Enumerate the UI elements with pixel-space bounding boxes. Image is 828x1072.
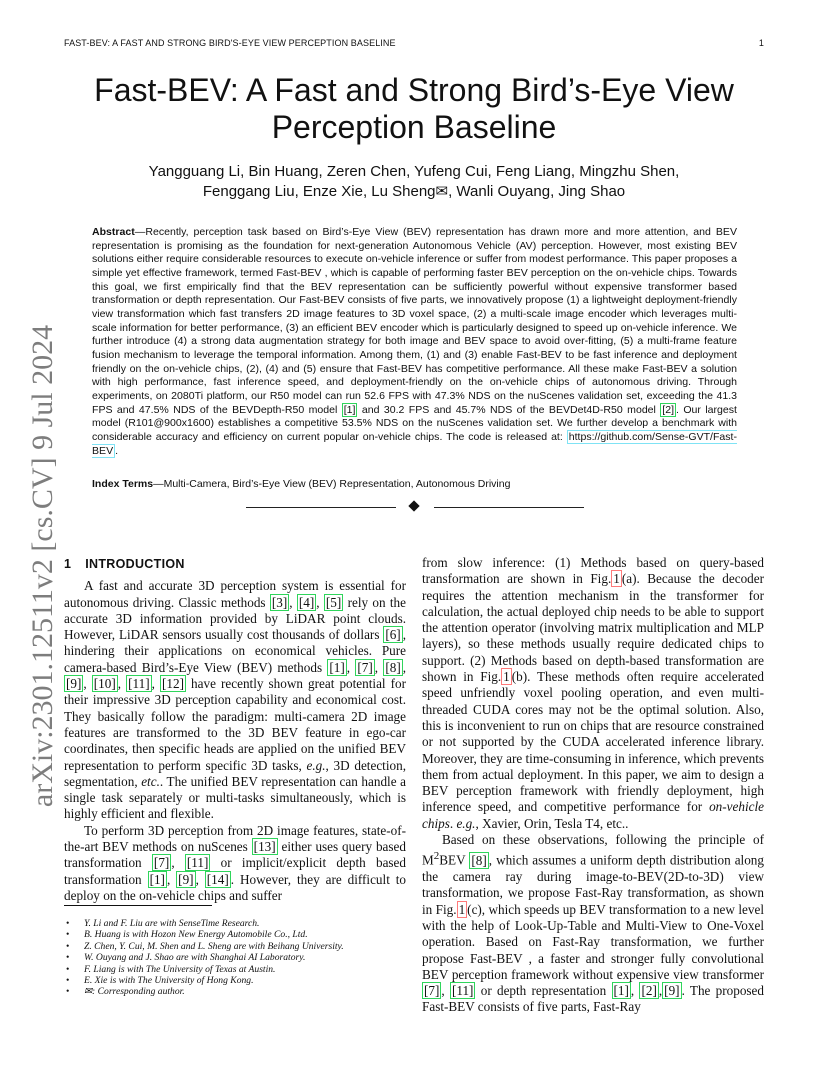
section-heading [64, 556, 406, 572]
citation-link[interactable]: [2] [662, 403, 675, 416]
citation-link[interactable]: [1] [613, 983, 629, 999]
figure-ref-link[interactable]: 1 [613, 571, 620, 587]
paragraph-text: from slow inference: (1) Methods based on query-based transformation are shown in Fig. [422, 555, 764, 587]
paragraph-italic: e.g. [456, 815, 476, 831]
citation-link[interactable]: [3] [271, 594, 288, 610]
section-number: 1 [64, 557, 72, 571]
paragraph-text: . The unified BEV representation can handle a single task separately or multi-tasks simultaneously, which is highly efficient and flexible. [64, 773, 406, 822]
abstract-text: and 30.2 FPS and 45.7% NDS of the BEVDet4D-R50 model [357, 403, 661, 416]
figure-ref-link[interactable]: 1 [503, 669, 510, 685]
paragraph-text: , [402, 659, 407, 675]
paragraph-text: , [441, 983, 450, 999]
paragraph-text: , [171, 855, 185, 871]
citation-link[interactable]: [7] [357, 659, 373, 675]
paragraph-italic: e.g. [306, 757, 326, 773]
citation-link[interactable]: [1] [343, 403, 356, 416]
citation-link[interactable]: [7] [153, 855, 170, 871]
paragraph-text: have recently shown great potential for their impressive 3D perception capability and economical cost. They basically follow the paradigm: multi-camera 2D image features are transformed to the 3D BEV feature in ego-car coordinates, then specific heads are applied on the unified BEV representation to perform specific 3D tasks, [64, 676, 407, 773]
paragraph-text: , which assumes a uniform depth distribution along the camera ray during image-to-BEV(2D-to-3D) view transformation, we propose Fast-Ray transformation, as shown in Fig. [422, 852, 764, 917]
paragraph-text: , hindering their applications on economical vehicles. Pure camera-based Bird’s-Eye View (BEV) methods [64, 627, 406, 675]
paragraph-text: BEV [439, 852, 470, 868]
divider-line-left [246, 507, 396, 508]
citation-link[interactable]: [11] [451, 983, 474, 999]
citation-link[interactable]: [8] [471, 852, 487, 868]
citation-link[interactable]: [14] [206, 871, 229, 887]
abstract-text: . Our largest model (R101@900x1600) establishes a competitive 53.5% NDS on the nuScenes validation set. We further develop a benchmark with considerable accuracy and efficiency on current popular on-vehicle chips. The code is released at: [92, 403, 737, 443]
paragraph-text: , [117, 676, 127, 692]
figure-ref-link[interactable]: 1 [458, 901, 466, 917]
paragraph-italic: on-vehicle chips [422, 799, 764, 831]
page-number: 1 [758, 38, 764, 48]
paragraph-intro-2 [64, 823, 406, 904]
code-url-link[interactable]: https://github.com/Sense-GVT/Fast-BEV [92, 430, 737, 457]
paragraph-text: . [449, 815, 457, 831]
citation-link[interactable]: [8] [385, 659, 401, 675]
left-column [64, 556, 406, 904]
superscript: 2 [433, 850, 440, 863]
section-divider [246, 500, 584, 514]
paragraph-text: To perform 3D perception from 2D image features, state-of-the-art BEV methods on nuScenes [64, 822, 406, 855]
paragraph-text: , [151, 676, 160, 692]
citation-link[interactable]: [6] [385, 627, 401, 643]
citation-link[interactable]: [5] [325, 594, 342, 610]
abstract-end: . [115, 444, 119, 457]
citation-link[interactable]: [4] [298, 594, 315, 610]
paragraph-intro-3 [422, 555, 764, 832]
citation-link[interactable]: [2] [641, 983, 657, 999]
footnote-item: • E. Xie is with The University of Hong Kong. [64, 975, 406, 986]
paragraph-text: (b). These methods often require accelerated speed unfriendly voxel pooling operation, and even multi-threaded CUDA cores may not be the optimal solution. Also, this is inconvenient to run on chips that are resource constrained or not supported by the CUDA accelerated inference library. Moreover, they are time-consuming in inference, which prevents them from actual deployment. In this paper, we aim to design a BEV perception framework with friendly deployment, high inference speed, and competitive performance for [422, 669, 764, 815]
title-line-2: Perception Baseline [271, 109, 557, 145]
citation-link[interactable]: [7] [424, 983, 440, 999]
arxiv-stamp[interactable]: arXiv:2301.12511v2 [cs.CV] 9 Jul 2024 [26, 324, 59, 808]
paragraph-text: , Xavier, Orin, Tesla T4, etc.. [475, 815, 629, 831]
paragraph-text: Based on these observations, following the principle of M [422, 832, 764, 868]
abstract-label: Abstract [92, 226, 135, 238]
paragraph-text: . However, they are difficult to deploy on the on-vehicle chips and suffer [64, 871, 407, 903]
paragraph-text: rely on the accurate 3D information provided by LiDAR point clouds. However, LiDAR sensors usually cost thousands of dollars [64, 594, 406, 643]
paragraph-text: , [658, 983, 663, 999]
citation-link[interactable]: [11] [128, 676, 150, 692]
index-terms-body: —Multi-Camera, Bird’s-Eye View (BEV) Representation, Autonomous Driving [153, 478, 511, 490]
citation-link[interactable]: [1] [149, 871, 165, 887]
title-line-1: Fast-BEV: A Fast and Strong Bird’s-Eye View [94, 72, 734, 108]
footnote-item: • ✉: Corresponding author. [64, 986, 406, 997]
paragraph-text: , [83, 676, 92, 692]
abstract-body: —Recently, perception task based on Bird’s-Eye View (BEV) representation has drawn more and more attention, and BEV representation is promising as the foundation for next-generation Autonomous Vehicle (AV) perception. However, most existing BEV solutions either require considerable resources to execute on-vehicle inference or suffer from modest performance. This paper proposes a simple yet effective framework, termed Fast-BEV , which is capable of performing faster BEV perception on the on-vehicle chips. Towards this goal, we first empirically find that the BEV representation can be sufficiently powerful without expensive transformer based transformation or depth representation. Our Fast-BEV consists of five parts, we innovatively propose (1) a lightweight deployment-friendly view transformation which fast transfers 2D image features to 3D voxel space, (2) a multi-scale image encoder which leverages multi-scale information for better performance, (3) an efficient BEV encoder which is particularly designed to speed up on-vehicle inference. We further introduce (4) a strong data augmentation strategy for both image and BEV space to avoid over-fitting, (5) a multi-frame feature fusion mechanism to leverage the temporal information. Among them, (1) and (3) enable Fast-BEV to be fast inference and deployment friendly on the on-vehicle chips, (2), (4) and (5) ensure that Fast-BEV has competitive performance. All these make Fast-BEV a solution with high performance, fast inference speed, and deployment-friendly on the on-vehicle chips of autonomous driving. Through experiments, on 2080Ti platform, our R50 model can run 52.6 FPS with 47.3% NDS on the nuScenes validation set, exceeding the 41.3 FPS and 47.5% NDS of the BEVDepth-R50 model [92, 226, 737, 416]
paragraph-text: A fast and accurate 3D perception system is essential for autonomous driving. Classic methods [64, 578, 406, 610]
footnote-item: • B. Huang is with Hozon New Energy Automobile Co., Ltd. [64, 929, 406, 940]
paragraph-text: . The proposed Fast-BEV consists of five parts, Fast-Ray [422, 983, 765, 1015]
citation-link[interactable]: [11] [186, 855, 209, 871]
divider-line-right [434, 507, 584, 508]
paragraph-text: , [289, 594, 297, 610]
running-title: FAST-BEV: A FAST AND STRONG BIRD'S-EYE VIEW PERCEPTION BASELINE [64, 38, 396, 48]
citation-link[interactable]: [9] [178, 871, 194, 887]
paragraph-text: (a). Because the decoder requires the attention mechanism in the transformer for calculation, the actual deployed chip needs to be able to support the attention operator (involving matrix multiplication and MLP layers), so these methods usually require dedicated chips to support. (2) Methods based on depth-based transformation are shown in Fig. [422, 571, 764, 685]
paragraph-text: or depth representation [475, 983, 612, 999]
footnote-item: • Y. Li and F. Liu are with SenseTime Research. [64, 918, 406, 929]
paragraph-text: , [630, 983, 640, 999]
paragraph-intro-4 [422, 832, 764, 1016]
citation-link[interactable]: [9] [664, 983, 680, 999]
paper-title [64, 72, 764, 146]
paragraph-text: , [166, 871, 177, 887]
citation-link[interactable]: [1] [329, 659, 345, 675]
footnotes [64, 918, 406, 998]
citation-link[interactable]: [13] [253, 839, 276, 855]
author-list [64, 162, 764, 202]
citation-link[interactable]: [10] [93, 676, 116, 692]
paragraph-text: , [195, 871, 205, 887]
running-header [64, 38, 764, 48]
paragraph-intro-1 [64, 578, 406, 822]
paragraph-text: , [346, 659, 356, 675]
authors-line-1: Yangguang Li, Bin Huang, Zeren Chen, Yufeng Cui, Feng Liang, Mingzhu Shen, [148, 163, 680, 180]
authors-line-2: Fenggang Liu, Enze Xie, Lu Sheng✉, Wanli Ouyang, Jing Shao [202, 183, 626, 200]
paragraph-text: , 3D detection, segmentation, [64, 757, 406, 789]
index-terms-label: Index Terms [92, 478, 154, 490]
footnote-item: • W. Ouyang and J. Shao are with Shanghai AI Laboratory. [64, 952, 406, 963]
paragraph-text: either uses query based transformation [64, 839, 406, 871]
section-title: INTRODUCTION [85, 557, 185, 571]
right-column [422, 555, 764, 1016]
paragraph-text: (c), which speeds up BEV transformation to a new level with the help of Look-Up-Table and Multi-View to One-Voxel operation. Based on Fast-Ray transformation, we further propose Fast-BEV , a faster and stronger fully convolutional BEV perception framework without expensive view transformer [422, 901, 764, 982]
paragraph-italic: etc. [141, 773, 160, 789]
index-terms [92, 478, 737, 490]
divider-diamond-icon [408, 500, 419, 511]
citation-link[interactable]: [12] [161, 676, 184, 692]
footnote-item: • Z. Chen, Y. Cui, M. Shen and L. Sheng are with Beihang University. [64, 941, 406, 952]
footnote-rule [64, 905, 212, 906]
paragraph-text: , [374, 659, 384, 675]
footnote-item: • F. Liang is with The University of Texas at Austin. [64, 964, 406, 975]
citation-link[interactable]: [9] [66, 676, 82, 692]
abstract [92, 226, 737, 458]
paragraph-text: or implicit/explicit depth based transformation [64, 855, 407, 887]
paragraph-text: , [316, 594, 324, 610]
